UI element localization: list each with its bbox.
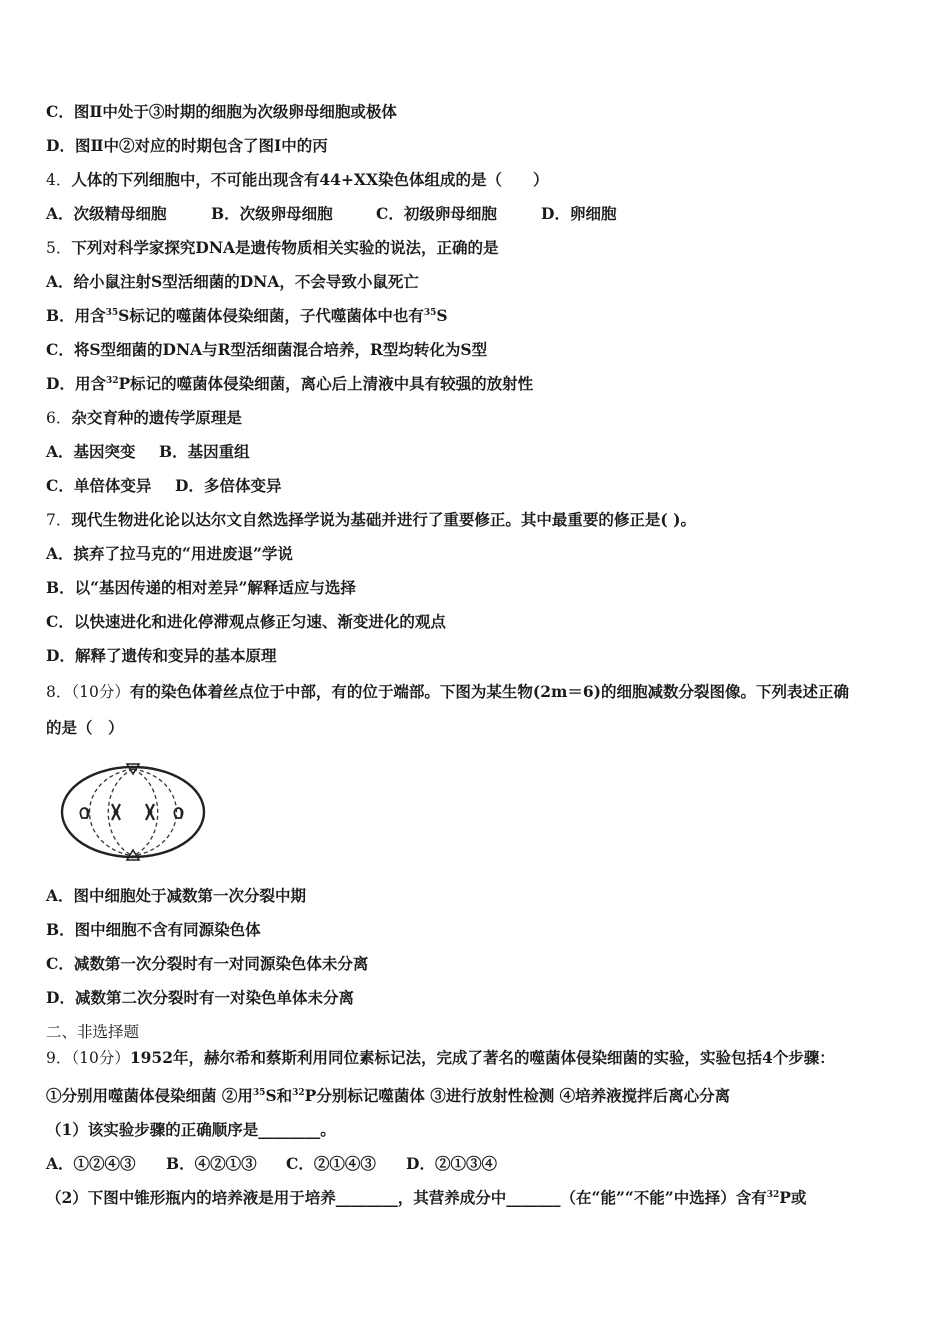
q7-stem: [46, 510, 696, 530]
q9-score: （10分）: [71, 1049, 130, 1067]
q6-option-d: D．多倍体变异: [175, 476, 282, 495]
q9-sub2-sup: 32: [766, 1190, 780, 1200]
q9-sub2-text-1: （2）下图中锥形瓶内的培养液是用于培养________，其营养成分中_______（在“能”“不能”中选择）含有: [46, 1188, 767, 1207]
q9-number: 9．: [46, 1049, 72, 1067]
q9-option-c: C．②①④③: [286, 1154, 376, 1173]
q6-options-row1: [46, 442, 250, 462]
q8-number: 8．: [46, 683, 72, 701]
q5-option-d: [46, 374, 533, 394]
q5-option-b-text-1: B．用含: [46, 306, 106, 325]
q9-steps-text-1: ①分别用噬菌体侵染细菌 ②用: [46, 1086, 253, 1105]
q3-option-d: D．图Ⅱ中②对应的时期包含了图Ⅰ中的丙: [46, 136, 328, 155]
q4-stem: [46, 170, 549, 190]
q7-stem-text: 现代生物进化论以达尔文自然选择学说为基础并进行了重要修正。其中最重要的修正是( )。: [71, 510, 696, 529]
q4-option-d: D．卵细胞: [541, 204, 617, 223]
q5-option-b: [46, 306, 448, 326]
q4-option-a: A．次级精母细胞: [46, 204, 167, 223]
chromosome-center-left: [112, 804, 120, 820]
q4-stem-text: 人体的下列细胞中，不可能出现含有44+XX染色体组成的是（ ）: [71, 170, 549, 189]
q8-stem-line1: 有的染色体着丝点位于中部，有的位于端部。下图为某生物(2m＝6)的细胞减数分裂图像。下列表述正确: [129, 682, 850, 701]
q8-score: （10分）: [71, 683, 130, 701]
q8-option-b: B．图中细胞不含有同源染色体: [46, 920, 261, 939]
q5-option-d-text-2: P标记的噬菌体侵染细菌，离心后上清液中具有较强的放射性: [118, 374, 534, 393]
q8-option-c: C．减数第一次分裂时有一对同源染色体未分离: [46, 954, 369, 973]
q9-steps-sup-2: 32: [292, 1088, 305, 1098]
spindle-fiber: [133, 769, 158, 856]
q8-stem-line2: 的是（ ）: [46, 718, 124, 737]
q6-stem-text: 杂交育种的遗传学原理是: [71, 408, 242, 427]
q9-option-d: D．②①③④: [406, 1154, 497, 1173]
q8-option-d: D．减数第二次分裂时有一对染色单体未分离: [46, 988, 354, 1007]
q9-steps-sup-1: 35: [252, 1088, 266, 1098]
q5-option-b-text-2: S标记的噬菌体侵染细菌，子代噬菌体中也有: [118, 306, 424, 325]
q5-number: 5．: [46, 239, 72, 257]
q9-steps-text-3: P分别标记噬菌体 ③进行放射性检测 ④培养液搅拌后离心分离: [304, 1086, 731, 1105]
q6-option-a: A．基因突变: [46, 442, 136, 461]
q3-option-c: C．图Ⅱ中处于③时期的细胞为次级卵母细胞或极体: [46, 102, 397, 121]
spindle-fiber: [108, 769, 133, 856]
spindle-fiber: [133, 769, 177, 856]
q9-steps-text-2: S和: [265, 1086, 293, 1105]
q9-option-b: B．④②①③: [166, 1154, 257, 1173]
q9-stem: [46, 1048, 835, 1068]
q6-option-b: B．基因重组: [159, 442, 250, 461]
q5-option-a: A．给小鼠注射S型活细菌的DNA，不会导致小鼠死亡: [46, 272, 419, 291]
q4-number: 4．: [46, 171, 72, 189]
q9-sub2-text-2: P或: [779, 1188, 807, 1207]
q5-option-b-sup-1: 35: [105, 308, 119, 318]
q7-option-a: A．摈弃了拉马克的“用进废退”学说: [46, 544, 293, 563]
q7-option-c: C．以快速进化和进化停滞观点修正匀速、渐变进化的观点: [46, 612, 446, 631]
cell-division-figure: [60, 760, 210, 864]
q6-stem: [46, 408, 242, 428]
q5-option-b-text-3: S: [436, 306, 448, 325]
q4-option-c: C．初级卵母细胞: [376, 204, 497, 223]
chromosome-center-right: [146, 804, 154, 820]
q9-stem-text: 1952年，赫尔希和蔡斯利用同位素标记法，完成了著名的噬菌体侵染细菌的实验，实验包括4个步骤：: [129, 1048, 835, 1067]
spindle-fiber: [90, 769, 134, 856]
q9-sub1: （1）该实验步骤的正确顺序是________。: [46, 1120, 336, 1139]
q7-option-d: D．解释了遗传和变异的基本原理: [46, 646, 277, 665]
q5-option-d-sup: 32: [105, 376, 119, 386]
q7-option-b: B．以“基因传递的相对差异”解释适应与选择: [46, 578, 356, 597]
q6-number: 6．: [46, 409, 72, 427]
q8-option-a: A．图中细胞处于减数第一次分裂中期: [46, 886, 307, 905]
section-title: 二、非选择题: [46, 1023, 140, 1041]
q7-number: 7．: [46, 511, 72, 529]
q9-sub2: [46, 1188, 806, 1208]
chromosome-left: [80, 808, 88, 818]
q6-option-c: C．单倍体变异: [46, 476, 152, 495]
q6-options-row2: [46, 476, 281, 496]
q5-option-d-text-1: D．用含: [46, 374, 106, 393]
q5-stem-text: 下列对科学家探究DNA是遗传物质相关实验的说法，正确的是: [71, 238, 499, 257]
q5-stem: [46, 238, 499, 258]
q9-sub1-options: [46, 1154, 497, 1174]
q4-options: [46, 204, 616, 224]
chromosome-right: [174, 808, 182, 818]
q5-option-c: C．将S型细菌的DNA与R型活细菌混合培养，R型均转化为S型: [46, 340, 488, 359]
q9-steps: [46, 1086, 730, 1106]
q4-option-b: B．次级卵母细胞: [211, 204, 333, 223]
q9-option-a: A．①②④③: [46, 1154, 136, 1173]
q8-stem: [46, 682, 849, 702]
q5-option-b-sup-2: 35: [423, 308, 437, 318]
